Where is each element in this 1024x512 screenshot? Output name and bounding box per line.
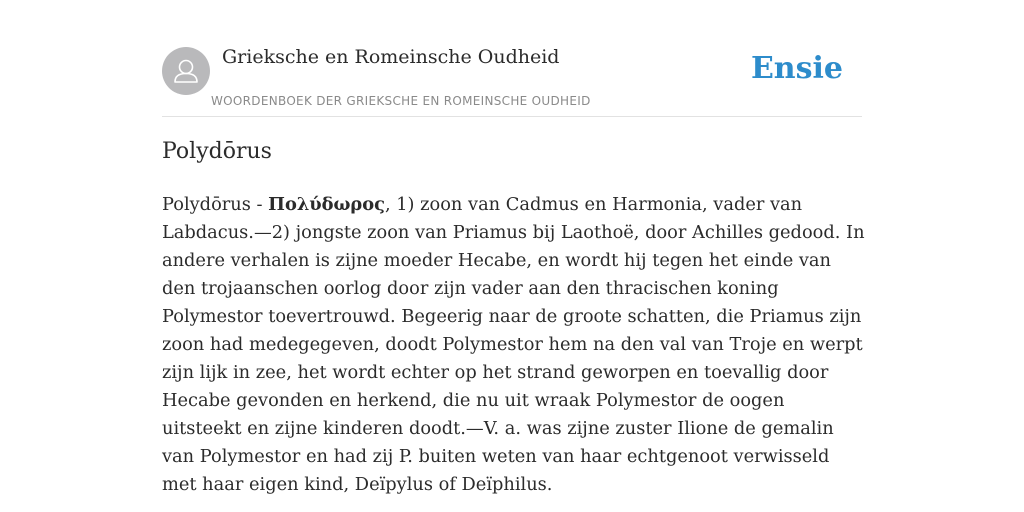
entry-headword: Polydōrus -	[162, 194, 269, 215]
source-subtitle: WOORDENBOEK DER GRIEKSCHE EN ROMEINSCHE OUDHEID	[211, 94, 591, 108]
entry-body	[162, 191, 868, 499]
header	[162, 44, 862, 117]
entry-title: Polydōrus	[162, 139, 272, 164]
brand-logo[interactable]: Ensie	[750, 51, 843, 86]
entry-greek-term: Πολύδωρος	[268, 194, 385, 215]
user-icon	[162, 47, 210, 95]
source-title[interactable]: Grieksche en Romeinsche Oudheid	[222, 46, 560, 68]
entry-text: , 1) zoon van Cadmus en Harmonia, vader van Labdacus.—2) jongste zoon van Priamus bij Laothoë, door Achilles gedood. In andere verhalen is zijne moeder Hecabe, en wordt hij tegen het einde van den trojaanschen oorlog door zijn vader aan den thracischen koning Polymestor toevertrouwd. Begeerig naar de groote schatten, die Priamus zijn zoon had medegegeven, doodt Polymestor hem na den val van Troje en werpt zijn lijk in zee, het wordt echter op het strand geworpen en toevallig door Hecabe gevonden en herkend, die nu uit wraak Polymestor de oogen uitsteekt en zijne kinderen doodt.—V. a. was zijne zuster Ilione de gemalin van Polymestor en had zij P. buiten weten van haar echtgenoot verwisseld met haar eigen kind, Deïpylus of Deïphilus.	[162, 194, 865, 495]
